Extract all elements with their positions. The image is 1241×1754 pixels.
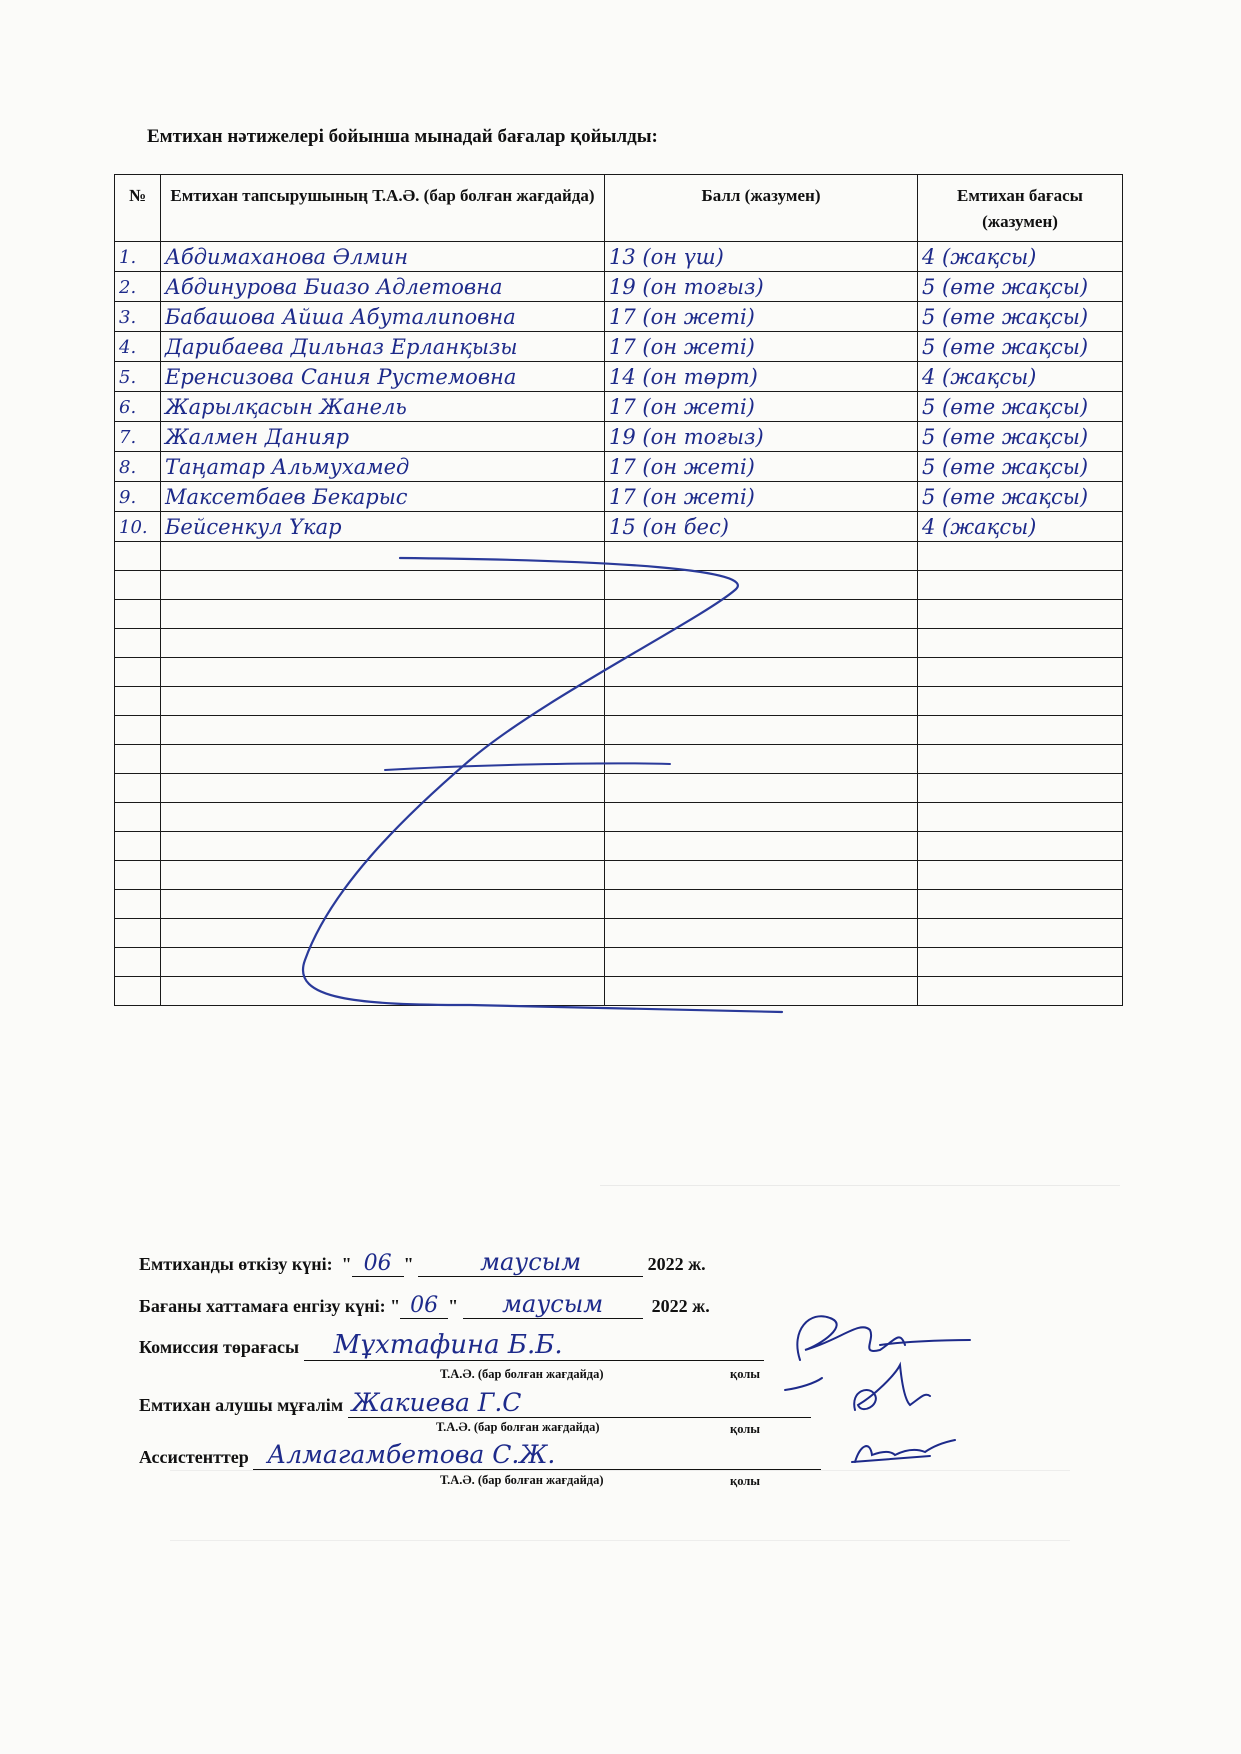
empty-cell (161, 803, 605, 832)
empty-table-row (115, 803, 1123, 832)
empty-cell (161, 542, 605, 571)
table-row (115, 422, 1123, 452)
student-name: Жарылқасын Жанель (161, 392, 605, 422)
table-row (115, 362, 1123, 392)
empty-cell (605, 774, 918, 803)
entry-date-month: маусым (463, 1290, 643, 1319)
empty-table-row (115, 716, 1123, 745)
empty-cell (918, 832, 1123, 861)
assistants-name: Алмагамбетова С.Ж. (253, 1440, 821, 1470)
section-heading: Емтихан нәтижелері бойынша мынадай бағалар қойылды: (147, 126, 658, 147)
row-number: 7. (115, 422, 161, 452)
grades-table-body (115, 242, 1123, 1006)
assistants-fio-caption: Т.А.Ә. (бар болған жағдайда) (440, 1473, 604, 1487)
empty-table-row (115, 658, 1123, 687)
column-header-number: № (115, 175, 161, 242)
student-name: Максетбаев Бекарыс (161, 482, 605, 512)
teacher-name: Жакиева Г.С (348, 1388, 811, 1418)
table-row (115, 512, 1123, 542)
empty-cell (115, 629, 161, 658)
grade-cell: 4 (жақсы) (918, 512, 1123, 542)
entry-date-day: 06 (400, 1293, 448, 1319)
entry-date-line: Бағаны хаттамаға енгізу күні: " 06 " маусым 2022 ж. (139, 1290, 710, 1318)
empty-cell (605, 600, 918, 629)
column-header-name: Емтихан тапсырушының Т.А.Ә. (бар болған жағдайда) (161, 175, 605, 242)
empty-cell (161, 861, 605, 890)
empty-cell (918, 600, 1123, 629)
student-name: Таңатар Альмухамед (161, 452, 605, 482)
grade-cell: 5 (өте жақсы) (918, 302, 1123, 332)
empty-table-row (115, 861, 1123, 890)
empty-cell (918, 890, 1123, 919)
student-name: Бабашова Айша Абуталиповна (161, 302, 605, 332)
row-number: 6. (115, 392, 161, 422)
empty-cell (918, 745, 1123, 774)
row-number: 2. (115, 272, 161, 302)
row-number: 8. (115, 452, 161, 482)
empty-cell (605, 948, 918, 977)
empty-cell (605, 716, 918, 745)
empty-cell (115, 600, 161, 629)
empty-cell (605, 542, 918, 571)
empty-cell (115, 948, 161, 977)
empty-cell (115, 658, 161, 687)
empty-table-row (115, 774, 1123, 803)
empty-cell (161, 716, 605, 745)
empty-cell (161, 774, 605, 803)
table-row (115, 302, 1123, 332)
empty-cell (161, 890, 605, 919)
assistant-signature (852, 1440, 955, 1462)
student-name: Абдинурова Биазо Адлетовна (161, 272, 605, 302)
grade-cell: 5 (өте жақсы) (918, 422, 1123, 452)
chair-signature (797, 1316, 970, 1360)
assistants-label: Ассистенттер (139, 1447, 249, 1467)
empty-cell (605, 745, 918, 774)
row-number: 1. (115, 242, 161, 272)
entry-date-label: Бағаны хаттамаға енгізу күні: (139, 1296, 386, 1316)
assistants-sign-caption: қолы (730, 1474, 761, 1488)
row-number: 4. (115, 332, 161, 362)
student-name: Жалмен Данияр (161, 422, 605, 452)
empty-cell (918, 687, 1123, 716)
empty-cell (161, 919, 605, 948)
empty-cell (918, 919, 1123, 948)
empty-cell (161, 687, 605, 716)
empty-cell (605, 919, 918, 948)
table-row (115, 332, 1123, 362)
score-cell: 19 (он тоғыз) (605, 272, 918, 302)
empty-table-row (115, 745, 1123, 774)
empty-cell (918, 571, 1123, 600)
exam-date-month: маусым (418, 1248, 643, 1277)
empty-cell (918, 658, 1123, 687)
empty-cell (115, 774, 161, 803)
grade-cell: 5 (өте жақсы) (918, 392, 1123, 422)
empty-cell (115, 919, 161, 948)
empty-cell (918, 803, 1123, 832)
empty-cell (115, 832, 161, 861)
table-row (115, 482, 1123, 512)
grade-cell: 5 (өте жақсы) (918, 272, 1123, 302)
empty-cell (115, 803, 161, 832)
student-name: Бейсенкул Үкар (161, 512, 605, 542)
empty-cell (605, 803, 918, 832)
teacher-fio-caption: Т.А.Ә. (бар болған жағдайда) (436, 1420, 600, 1434)
table-row (115, 242, 1123, 272)
empty-cell (115, 745, 161, 774)
chair-fio-caption: Т.А.Ә. (бар болған жағдайда) (440, 1367, 604, 1381)
empty-cell (161, 977, 605, 1006)
empty-cell (605, 658, 918, 687)
empty-cell (918, 716, 1123, 745)
empty-table-row (115, 919, 1123, 948)
chair-name: Мұхтафина Б.Б. (304, 1330, 764, 1361)
empty-cell (115, 571, 161, 600)
empty-cell (605, 890, 918, 919)
score-cell: 17 (он жеті) (605, 302, 918, 332)
grades-table (114, 174, 1123, 1006)
empty-cell (605, 832, 918, 861)
empty-table-row (115, 600, 1123, 629)
score-cell: 14 (он төрт) (605, 362, 918, 392)
bleed-through-line (170, 1540, 1070, 1541)
student-name: Дарибаева Дильназ Ерланқызы (161, 332, 605, 362)
student-name: Еренсизова Сания Рустемовна (161, 362, 605, 392)
row-number: 5. (115, 362, 161, 392)
teacher-label: Емтихан алушы мұғалім (139, 1395, 344, 1415)
exam-date-year: 2022 ж. (647, 1254, 706, 1274)
bleed-through-line (170, 1470, 1070, 1471)
empty-table-row (115, 890, 1123, 919)
empty-table-row (115, 977, 1123, 1006)
column-header-score: Балл (жазумен) (605, 175, 918, 242)
score-cell: 17 (он жеті) (605, 482, 918, 512)
grade-cell: 5 (өте жақсы) (918, 332, 1123, 362)
empty-cell (161, 571, 605, 600)
table-row (115, 392, 1123, 422)
row-number: 3. (115, 302, 161, 332)
exam-date-label: Емтиханды өткізу күні: (139, 1254, 333, 1274)
empty-table-row (115, 542, 1123, 571)
table-row (115, 272, 1123, 302)
empty-cell (918, 774, 1123, 803)
empty-cell (115, 977, 161, 1006)
empty-cell (161, 629, 605, 658)
score-cell: 17 (он жеті) (605, 332, 918, 362)
exam-date-day: 06 (352, 1251, 404, 1277)
score-cell: 19 (он тоғыз) (605, 422, 918, 452)
empty-table-row (115, 832, 1123, 861)
row-number: 10. (115, 512, 161, 542)
empty-cell (605, 687, 918, 716)
entry-date-year: 2022 ж. (651, 1296, 710, 1316)
empty-cell (115, 861, 161, 890)
exam-date-line: Емтиханды өткізу күні: " 06 " маусым 2022 ж. (139, 1248, 706, 1276)
score-cell: 15 (он бес) (605, 512, 918, 542)
empty-table-row (115, 629, 1123, 658)
empty-cell (115, 890, 161, 919)
assistants-line (139, 1440, 821, 1470)
grade-cell: 4 (жақсы) (918, 362, 1123, 392)
empty-cell (918, 629, 1123, 658)
empty-cell (161, 600, 605, 629)
empty-cell (115, 716, 161, 745)
empty-table-row (115, 687, 1123, 716)
student-name: Абдимаханова Әлмин (161, 242, 605, 272)
empty-cell (605, 977, 918, 1006)
row-number: 9. (115, 482, 161, 512)
empty-cell (918, 542, 1123, 571)
empty-cell (161, 658, 605, 687)
chair-line (139, 1330, 764, 1361)
teacher-sign-caption: қолы (730, 1422, 761, 1436)
teacher-line (139, 1388, 811, 1418)
empty-cell (605, 861, 918, 890)
table-row (115, 452, 1123, 482)
empty-cell (605, 571, 918, 600)
empty-table-row (115, 948, 1123, 977)
table-header-row (115, 175, 1123, 242)
empty-cell (161, 948, 605, 977)
empty-cell (918, 861, 1123, 890)
empty-cell (115, 542, 161, 571)
empty-cell (115, 687, 161, 716)
bleed-through-line (600, 1185, 1120, 1186)
grade-cell: 5 (өте жақсы) (918, 452, 1123, 482)
empty-table-row (115, 571, 1123, 600)
empty-cell (918, 948, 1123, 977)
score-cell: 17 (он жеті) (605, 452, 918, 482)
grade-cell: 5 (өте жақсы) (918, 482, 1123, 512)
score-cell: 13 (он үш) (605, 242, 918, 272)
empty-cell (605, 629, 918, 658)
chair-sign-caption: қолы (730, 1367, 761, 1381)
column-header-grade: Емтихан бағасы (жазумен) (918, 175, 1123, 242)
empty-cell (161, 745, 605, 774)
chair-label: Комиссия төрағасы (139, 1337, 300, 1357)
empty-cell (161, 832, 605, 861)
empty-cell (918, 977, 1123, 1006)
grade-cell: 4 (жақсы) (918, 242, 1123, 272)
score-cell: 17 (он жеті) (605, 392, 918, 422)
